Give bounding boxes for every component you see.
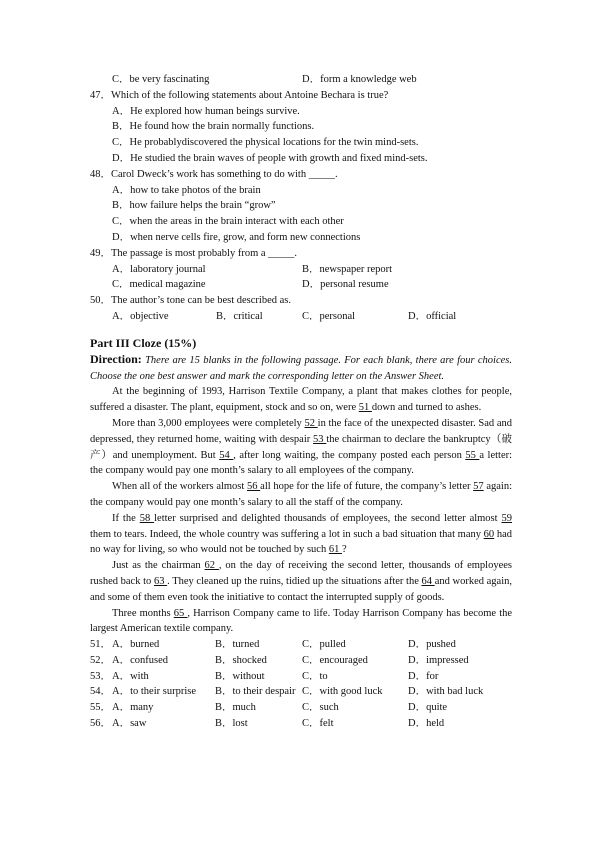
question-number: 53． (90, 670, 111, 682)
q50-option-b: B．critical (216, 310, 263, 322)
passage-paragraph: More than 3,000 employees were completely 52 in the face of the unexpected disaster. Sad and depressed, they returned home, waiting with despair 53 the chairman to declare the bankruptcy（破产）and unemployment. But 54 , after long waiting, the company posted each person 55 a letter: the company would pay one month’s salary to all employees of the company. (90, 417, 513, 477)
choice-c: C．to (302, 670, 328, 682)
blank-61: 61 (328, 544, 342, 556)
q49-options-row1 (90, 262, 512, 278)
choice-b: B．lost (215, 718, 248, 730)
q50-stem: 50．The author’s tone can be best described as. (90, 295, 291, 307)
blank-56: 56 (246, 481, 261, 493)
choice-d: D．quite (408, 702, 448, 714)
q50-options (90, 309, 512, 325)
question-number: 52． (90, 654, 111, 666)
blank-65: 65 (173, 607, 188, 619)
q47-option-a: A．He explored how human beings survive. (112, 105, 300, 117)
passage-paragraph: If the 58 letter surprised and delighted thousands of employees, the second letter almost 59 them to tears. Indeed, the whole country was suffering a lot in such a bad situation that many 60 had no way for living, so who would not be touched by such 61 ? (90, 512, 513, 556)
blank-55: 55 (465, 449, 480, 461)
choice-b: B．much (215, 702, 256, 714)
q46-options (90, 72, 512, 88)
q48-stem: 48．Carol Dweck’s work has something to do with _____. (90, 168, 338, 180)
blank-54: 54 (219, 449, 234, 461)
blank-63: 63 (153, 575, 168, 587)
choice-a: A．with (112, 670, 149, 682)
q50-option-a: A．objective (112, 310, 169, 322)
choice-row-51 (90, 637, 512, 653)
part-title: Part III Cloze (15%) (90, 335, 197, 350)
q49-option-d: D．personal resume (302, 279, 389, 291)
q48-option-b: B．how failure helps the brain “grow” (112, 200, 276, 212)
q48-option-a: A．how to take photos of the brain (112, 184, 261, 196)
choice-d: D．held (408, 718, 445, 730)
question-number: 51． (90, 639, 111, 651)
choice-a: A．saw (112, 718, 147, 730)
choice-b: B．turned (215, 639, 260, 651)
q47-option-d: D．He studied the brain waves of people with growth and fixed mind-sets. (112, 152, 428, 164)
choice-d: D．for (408, 670, 439, 682)
cloze-passage (90, 384, 512, 637)
choice-b: B．shocked (215, 654, 267, 666)
q50-option-c: C．personal (302, 310, 356, 322)
q48-option-c: C．when the areas in the brain interact with each other (112, 216, 344, 228)
choice-a: A．confused (112, 654, 168, 666)
choice-b: B．to their despair (215, 686, 296, 698)
choice-d: D．pushed (408, 639, 456, 651)
answer-choices (90, 637, 512, 732)
choice-a: A．many (112, 702, 154, 714)
choice-c: C．such (302, 702, 339, 714)
passage-paragraph: At the beginning of 1993, Harrison Textile Company, a plant that makes clothes for people, suffered a disaster. The plant, equipment, stock and so on, were 51 down and turned to ashes. (90, 386, 512, 414)
question-number: 55． (90, 702, 111, 714)
q47-option-c: C．He probablydiscovered the physical locations for the twin mind-sets. (112, 137, 419, 149)
choice-row-52 (90, 653, 512, 669)
question-number: 54． (90, 686, 111, 698)
choice-a: A．to their surprise (112, 686, 196, 698)
choice-d: D．impressed (408, 654, 469, 666)
choice-c: C．pulled (302, 639, 346, 651)
blank-62: 62 (204, 560, 219, 572)
blank-51: 51 (358, 402, 372, 414)
q49-option-b: B．newspaper report (302, 263, 393, 275)
direction-label: Direction: (90, 351, 142, 366)
passage-paragraph: Three months 65 , Harrison Company came to life. Today Harrison Company has become the largest American textile company. (90, 607, 513, 635)
choice-d: D．with bad luck (408, 686, 484, 698)
choice-b: B．without (215, 670, 265, 682)
blank-58: 58 (139, 512, 155, 524)
q47-option-b: B．He found how the brain normally functions. (112, 121, 315, 133)
q49-option-a: A．laboratory journal (112, 263, 206, 275)
choice-a: A．burned (112, 639, 160, 651)
choice-c: C．with good luck (302, 686, 383, 698)
q49-options-row2 (90, 277, 512, 293)
question-number: 56． (90, 718, 111, 730)
blank-60: 60 (483, 528, 495, 540)
q49-option-c: C．medical magazine (112, 279, 206, 291)
choice-c: C．felt (302, 718, 334, 730)
choice-row-54 (90, 684, 512, 700)
q50-option-d: D．official (408, 310, 457, 322)
document-page (90, 72, 512, 732)
q46-option-c: C．be very fascinating (112, 74, 210, 85)
direction-text: There are 15 blanks in the following passage. For each blank, there are four choices. Choose the one best answer and mark the corresponding letter on the Answer Sheet. (90, 354, 512, 382)
blank-64: 64 (421, 575, 435, 587)
q49-stem: 49．The passage is most probably from a _____. (90, 247, 298, 259)
blank-59: 59 (501, 512, 512, 524)
choice-row-56 (90, 716, 512, 732)
choice-row-53 (90, 669, 512, 685)
q48-option-d: D．when nerve cells fire, grow, and form new connections (112, 231, 361, 243)
choice-c: C．encouraged (302, 654, 368, 666)
blank-57: 57 (473, 481, 484, 493)
blank-53: 53 (313, 433, 327, 445)
q46-option-d: D．form a knowledge web (302, 74, 417, 85)
passage-paragraph: Just as the chairman 62 , on the day of receiving the second letter, thousands of employees rushed back to 63 . They cleaned up the ruins, tidied up the situations after the 64 and worked again, and some of them even took the initiative to contact the interrupted supply of goods. (90, 560, 513, 603)
directions (90, 352, 512, 385)
choice-row-55 (90, 700, 512, 716)
passage-paragraph: When all of the workers almost 56 all hope for the life of future, the company’s letter 57 again: the company would pay one month’s salary to all the staff of the company. (90, 481, 512, 508)
blank-52: 52 (304, 417, 318, 429)
q47-stem: 47．Which of the following statements about Antoine Bechara is true? (90, 89, 389, 101)
